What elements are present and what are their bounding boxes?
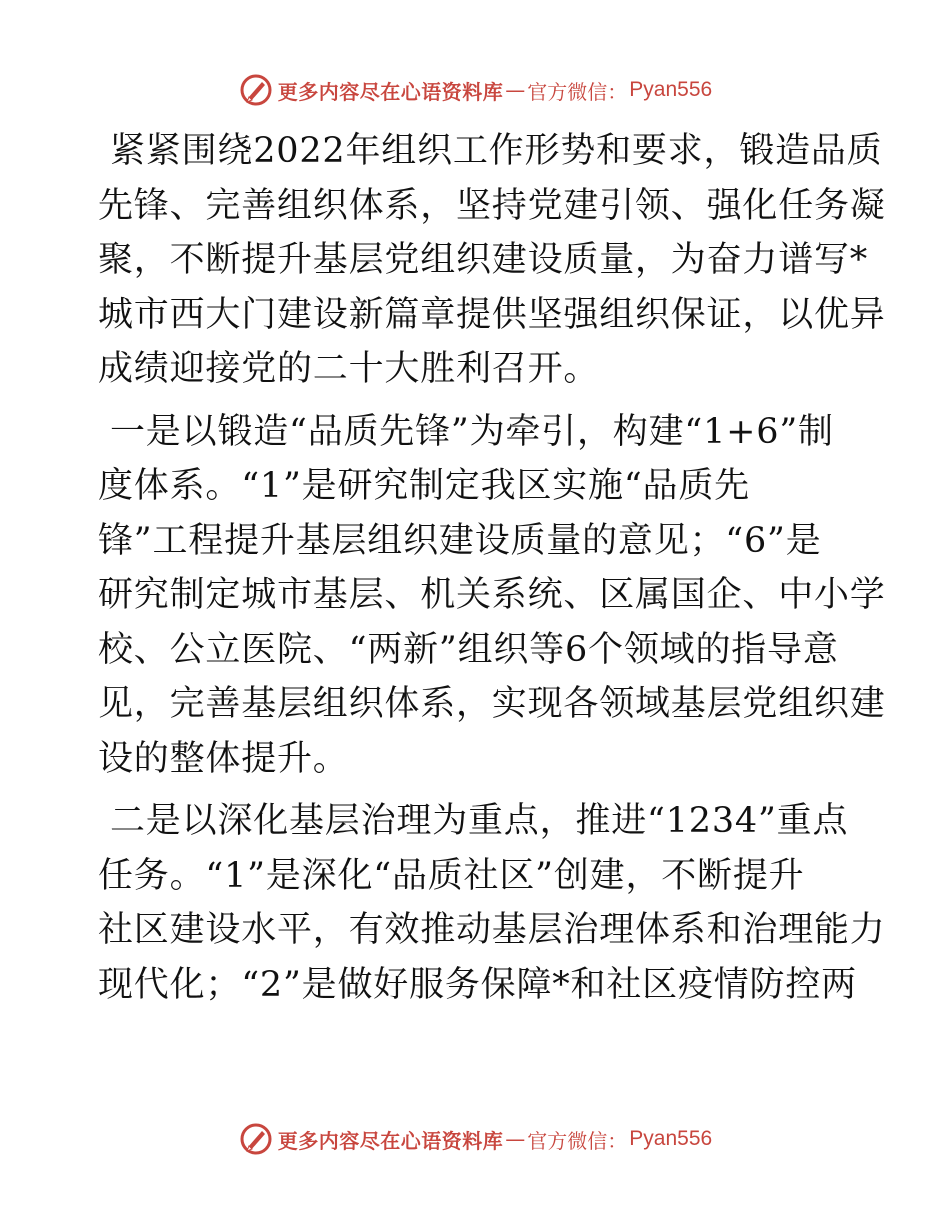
text-line: 见，完善基层组织体系，实现各领域基层党组织建 <box>98 684 886 724</box>
footer-banner <box>0 1117 950 1161</box>
text-line: 锋”工程提升基层组织建设质量的意见；“6”是 <box>98 520 822 561</box>
text-line: 社区建设水平，有效推动基层治理体系和治理能力 <box>98 910 886 950</box>
banner-dash: — <box>505 1127 526 1151</box>
pen-logo-icon <box>238 1121 274 1157</box>
text-line: 紧紧围绕2022年组织工作形势和要求，锻造品质 <box>110 131 883 171</box>
banner-wechat-id: Pyan556 <box>629 78 713 101</box>
text-line: 成绩迎接党的二十大胜利召开。 <box>98 349 600 389</box>
text-line: 一是以锻造“品质先锋”为牵引，构建“1+6”制 <box>110 411 834 452</box>
paragraph-1 <box>98 124 886 397</box>
paragraph-2 <box>98 405 886 787</box>
banner-text: 更多内容尽在心语资料库 <box>277 79 504 104</box>
text-line: 任务。“1”是深化“品质社区”创建，不断提升 <box>98 855 805 896</box>
text-line: 度体系。“1”是研究制定我区实施“品质先 <box>98 466 750 506</box>
banner-text: 更多内容尽在心语资料库 <box>277 1128 504 1153</box>
paragraph-3 <box>98 794 886 1012</box>
text-line: 研究制定城市基层、机关系统、区属国企、中小学 <box>98 575 886 615</box>
pen-logo-icon <box>238 72 274 108</box>
text-line: 聚，不断提升基层党组织建设质量，为奋力谱写* <box>98 240 869 280</box>
text-line: 二是以深化基层治理为重点，推进“1234”重点 <box>110 801 849 841</box>
banner-wechat-label: 官方微信： <box>527 1128 628 1153</box>
banner-dash: — <box>505 78 526 102</box>
text-line: 先锋、完善组织体系，坚持党建引领、强化任务凝 <box>98 185 886 226</box>
banner-wechat-id: Pyan556 <box>629 1127 713 1150</box>
text-line: 城市西大门建设新篇章提供坚强组织保证，以优异 <box>98 294 886 335</box>
text-line: 现代化；“2”是做好服务保障*和社区疫情防控两 <box>98 964 857 1005</box>
banner-wechat-label: 官方微信： <box>527 79 628 104</box>
text-line: 设的整体提升。 <box>98 738 349 779</box>
header-banner <box>0 68 950 112</box>
document-body <box>98 124 886 1020</box>
text-line: 校、公立医院、“两新”组织等6个领域的指导意 <box>98 629 839 670</box>
